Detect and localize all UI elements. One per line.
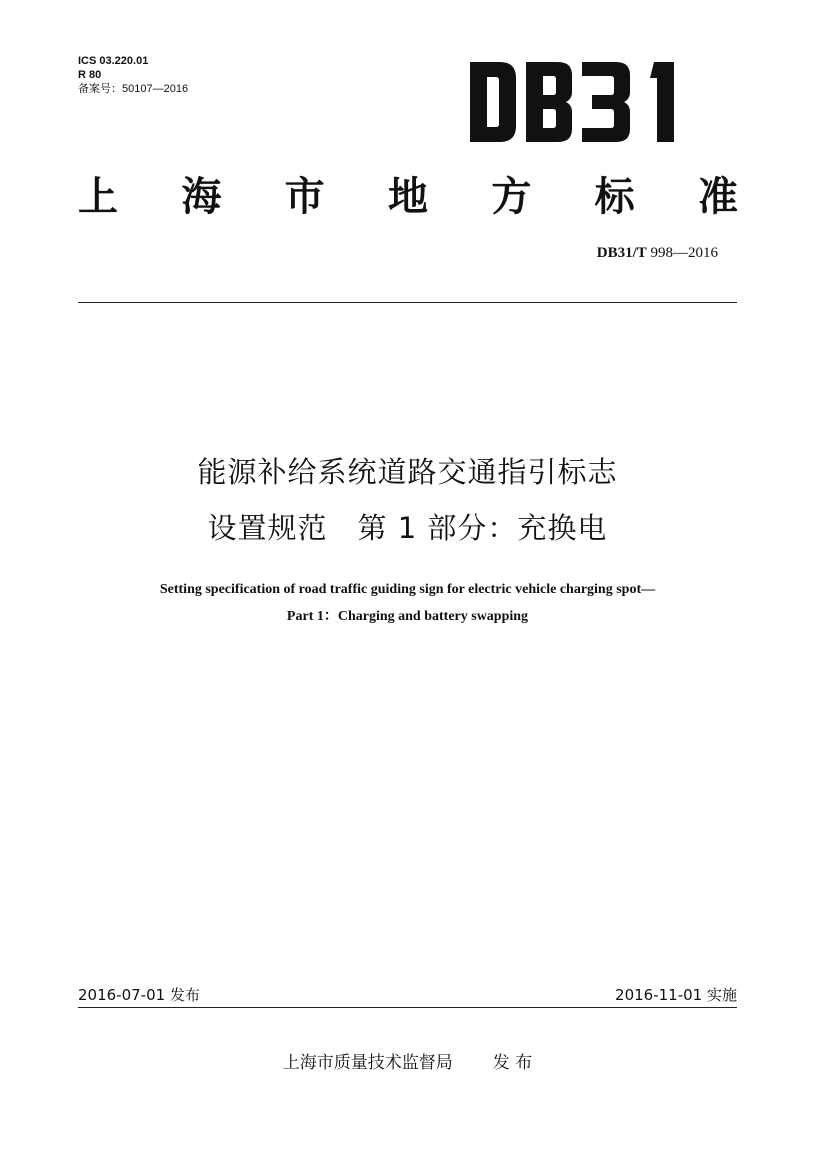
standard-type-char: 地 bbox=[387, 173, 428, 220]
issuer-action: 发 布 bbox=[492, 1053, 533, 1073]
db31-logo bbox=[470, 62, 692, 142]
issuer-name: 上海市质量技术监督局 bbox=[282, 1053, 453, 1073]
standard-type-char: 市 bbox=[284, 173, 325, 220]
footer-divider bbox=[78, 1007, 737, 1008]
document-code-number: 998—2016 bbox=[646, 245, 718, 261]
ics-code: ICS 03.220.01 bbox=[78, 55, 149, 67]
title-en-line-1: Setting specification of road traffic guiding sign for electric vehicle charging spot— bbox=[159, 582, 656, 597]
issuer-line bbox=[0, 1048, 815, 1073]
standard-type-char: 方 bbox=[491, 173, 532, 220]
header-divider bbox=[78, 302, 737, 303]
standard-type-char: 海 bbox=[181, 173, 222, 220]
title-cn-line-2: 设置规范 第 1 部分：充换电 bbox=[207, 511, 608, 545]
classification-block bbox=[78, 54, 188, 96]
document-code-prefix: DB31/T bbox=[596, 245, 647, 261]
title-en-line-2: Part 1：Charging and battery swapping bbox=[286, 609, 529, 624]
standard-type-heading bbox=[78, 168, 738, 218]
publish-date: 2016-07-01 发布 bbox=[78, 986, 200, 1004]
implementation-date: 2016-11-01 实施 bbox=[615, 986, 737, 1004]
standard-type-char: 标 bbox=[594, 173, 635, 220]
title-cn-line-1: 能源补给系统道路交通指引标志 bbox=[197, 455, 618, 489]
standard-type-char: 上 bbox=[78, 173, 118, 220]
record-number: 备案号：50107—2016 bbox=[78, 83, 189, 95]
ccs-code: R 80 bbox=[78, 69, 102, 81]
document-code bbox=[597, 245, 718, 262]
standard-type-char: 准 bbox=[697, 173, 738, 220]
db31-logo-graphic bbox=[470, 62, 692, 142]
